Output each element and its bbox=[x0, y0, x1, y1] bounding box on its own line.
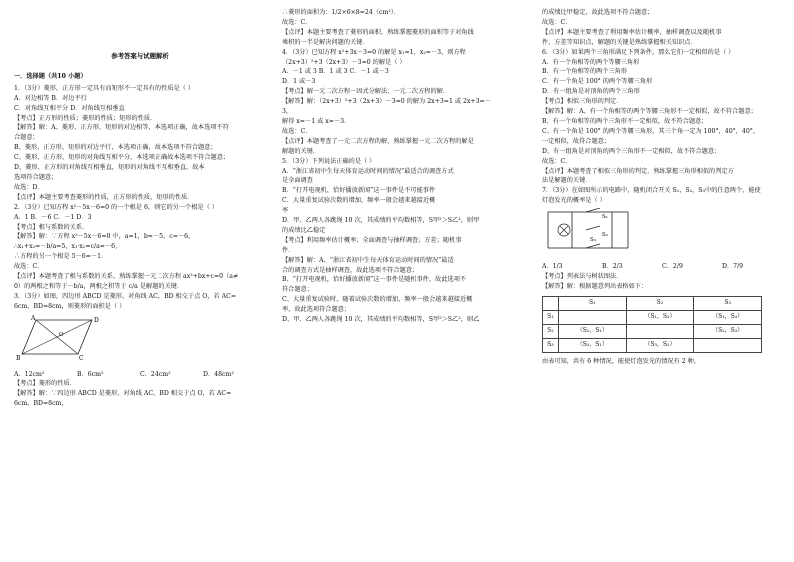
text-line: 5．（3分）下列说法正确的是（ ） bbox=[282, 157, 376, 165]
table-cell: （S₁，S₂） bbox=[626, 310, 694, 324]
table-header-cell: S₂ bbox=[626, 296, 694, 310]
vertex-label-c: C bbox=[79, 354, 84, 362]
doc-title: 参考答案与试题解析 bbox=[111, 52, 169, 60]
text-line: 3， bbox=[282, 108, 293, 116]
text-line: 【解答】解：A、“浙江省初中生每天体育运动时间的情况”最适 bbox=[282, 256, 454, 264]
text-line: 2．（3分）已知方程 x²－5x－6=0 的一个根是 6，则它的另一个根是（ ） bbox=[14, 203, 218, 211]
text-line: 合题意； bbox=[14, 134, 39, 142]
text-line: ∴方程的另一个根是 5－6=－1． bbox=[14, 253, 108, 261]
text-line: B、有一个角相等的两个三角形不一定相似，故不符合题意； bbox=[542, 117, 708, 125]
table-cell: （S₁，S₃） bbox=[694, 310, 762, 324]
text-line: D、甲、乙两人各跳绳 10 次，其成绩的平均数相等，S甲²＞S乙²，则乙 bbox=[282, 316, 480, 324]
q7-options bbox=[542, 262, 782, 272]
text-line: 故选：C． bbox=[282, 18, 312, 26]
text-line: 的成绩比甲稳定，故此选项不符合题意； bbox=[542, 9, 654, 16]
text-line: 4．（3分）已知方程 x²+3x－3=0 的解是 x₁=1，x₂=－3，则方程 bbox=[282, 48, 466, 56]
q7-option-d: D．7/9 bbox=[722, 263, 744, 271]
text-line: 【点评】本题主要考查菱形的性质，正方形的性质，矩形的性质． bbox=[14, 193, 194, 201]
text-line: 7．（3分）在如图所示的电路中，随机闭合开关 S₁，S₂，S₃中的任意两个，能使 bbox=[542, 187, 761, 195]
q3-option-b: B．6cm² bbox=[77, 370, 104, 378]
text-line: 乘积的一半是解决问题的关键． bbox=[282, 38, 369, 46]
switch-label-s2: S₂ bbox=[602, 232, 608, 239]
text-line: 件． bbox=[282, 246, 295, 254]
text-line: 率 bbox=[282, 207, 289, 215]
text-line: 的成绩比乙稳定 bbox=[282, 226, 326, 234]
text-line: 0）的两根之和等于－b/a，两根之积等于 c/a 是解题的关键． bbox=[14, 282, 184, 290]
table-cell: S₁ bbox=[543, 310, 559, 324]
text-line: 故选：D． bbox=[14, 183, 44, 191]
text-line: B、“打开电视机，恰好播放新闻”这一事件是随机事件，故此选项不 bbox=[282, 276, 467, 284]
text-line: B、菱形、正方形、矩形的对边平行，本选项正确，故本选项不符合题意； bbox=[14, 144, 217, 152]
text-line: D．1 或－3 bbox=[282, 78, 316, 86]
rhombus-figure bbox=[14, 314, 104, 362]
text-line: D．甲、乙两人各跳绳 10 次，其成绩的平均数相等，S甲²＞S乙²，则甲 bbox=[282, 217, 480, 225]
text-line: 【点评】本题考查了一元二次方程的解，熟练掌握一元二次方程的解是 bbox=[282, 137, 474, 145]
text-line: 合的调查方式是抽样调查，故此选项不符合题意； bbox=[282, 266, 419, 274]
section-heading: 一．选择题（共10 小题） bbox=[14, 72, 87, 80]
text-line: D、菱形、正方形的对角线互相垂直，矩形的对角线不互相垂直，故本 bbox=[14, 164, 205, 172]
q3-option-c: C．24cm² bbox=[140, 370, 171, 378]
text-line: A．－1 或 3 B．1 或 3 C．－1 或－3 bbox=[282, 68, 389, 76]
text-line: D、有一组角是对顶角的两个三角形不一定相似，故不符合题意； bbox=[542, 147, 721, 155]
text-line: （2x+3）²+3（2x+3）－3=0 的解是（ ） bbox=[282, 58, 406, 66]
text-line: C．大量重复试验次数的增加，频率一般会越来越接近概 bbox=[282, 197, 436, 205]
vertex-label-d: D bbox=[94, 316, 99, 324]
table-row bbox=[543, 338, 762, 352]
middle-column-text bbox=[282, 8, 530, 325]
text-line: 件，方差等知识点，解题的关键是熟练掌握相关知识点． bbox=[542, 38, 697, 46]
right-column bbox=[542, 8, 782, 367]
text-line: 【点评】本题主要考查了菱形的面积，熟练掌握菱形的面积等于对角线 bbox=[282, 28, 474, 36]
text-line: C、有一个角是 100° 的两个等腰三角形，其三个角一定为 100°，40°，40°， bbox=[542, 127, 760, 135]
text-line: 解题的关键． bbox=[282, 147, 320, 155]
text-line: A．“浙江省初中生每天体育运动时间的情况”最适合的调查方式 bbox=[282, 167, 454, 175]
text-line: D．有一组角是对顶角的两个三角形 bbox=[542, 88, 640, 96]
table-cell: （S₃，S₁） bbox=[558, 338, 626, 352]
text-line: 灯泡发光的概率是（ ） bbox=[542, 197, 606, 205]
text-line: 解得 x=－1 或 x=－3． bbox=[282, 117, 351, 125]
text-line: C、大量重复试验时，随着试验次数的增加，频率一般会越来越接近概 bbox=[282, 296, 473, 304]
text-line: 【考点】相似三角形的判定． bbox=[542, 98, 623, 106]
text-line: 故选：C． bbox=[14, 263, 44, 271]
table-row bbox=[543, 324, 762, 338]
q7-option-b: B．2/3 bbox=[602, 263, 623, 271]
text-line: 6cm，BD=8cm， bbox=[14, 400, 68, 408]
right-column-text bbox=[542, 8, 782, 206]
table-cell: （S₂，S₁） bbox=[558, 324, 626, 338]
table-header-cell: S₁ bbox=[558, 296, 626, 310]
text-line: C．有一个角是 100° 的两个等腰三角形 bbox=[542, 78, 653, 86]
text-line: 【解答】解：∵四边形 ABCD 是菱形，对角线 AC，BD 相交于点 O，若 AC= bbox=[14, 390, 232, 398]
table-cell: S₂ bbox=[543, 324, 559, 338]
circuit-figure bbox=[542, 208, 634, 254]
text-line: ∴x₁+x₂=－b/a=5，x₁·x₂=c/a=－6， bbox=[14, 243, 122, 251]
text-line: B．“打开电视机，恰好播放新闻”这一事件是不可能事件 bbox=[282, 187, 436, 195]
text-line: 【考点】列表法与树状图法． bbox=[542, 272, 623, 280]
text-line: 是全面调查 bbox=[282, 177, 313, 185]
q7-option-a: A．1/3 bbox=[542, 263, 563, 271]
table-cell: S₃ bbox=[543, 338, 559, 352]
text-line: 【解答】解：A、菱形、正方形、矩形的对边相等，本选项正确，故本选项不符 bbox=[14, 124, 229, 132]
left-column-text-2 bbox=[14, 379, 266, 409]
text-line: 【考点】根与系数的关系． bbox=[14, 223, 89, 231]
q7-option-c: C．2/9 bbox=[662, 263, 683, 271]
table-cell bbox=[626, 324, 694, 338]
text-line: 【考点】解一元二次方程－因式分解法；一元二次方程的解． bbox=[282, 88, 450, 96]
right-column-text-2 bbox=[542, 272, 782, 292]
text-line: 【考点】菱形的性质． bbox=[14, 380, 76, 388]
text-line: 【点评】本题主要考查了利用频率估计概率，抽样调查以及随机事 bbox=[542, 28, 722, 36]
text-line: 【点评】本题考查了根与系数的关系，熟练掌握一元二次方程 ax²+bx+c=0（a≠ bbox=[14, 273, 239, 281]
q3-option-a: A．12cm² bbox=[14, 370, 45, 378]
text-line: 符合题意； bbox=[282, 286, 313, 294]
text-line: 故选：C． bbox=[542, 18, 572, 26]
text-line: 一定相似，故符合题意； bbox=[542, 137, 611, 145]
text-line: ∴菱形的面积为：1/2×6×8=24（cm²）． bbox=[282, 9, 401, 16]
table-header-row bbox=[543, 296, 762, 310]
text-line: 【解答】解：A、有一个角相等的两个等腰三角形不一定相似，故不符合题意； bbox=[542, 108, 757, 116]
table-header-cell: S₃ bbox=[694, 296, 762, 310]
vertex-label-o: O bbox=[59, 331, 64, 338]
table-header-cell bbox=[543, 296, 559, 310]
text-line: 6cm，BD=8cm，则菱形的面积是（ ） bbox=[14, 302, 126, 310]
text-line: A．对边相等 B．对边平行 bbox=[14, 94, 87, 102]
switch-label-s3: S₃ bbox=[590, 237, 596, 244]
table-cell bbox=[558, 310, 626, 324]
vertex-label-b: B bbox=[16, 354, 21, 362]
text-line: A．有一个角相等的两个等腰三角形 bbox=[542, 58, 640, 66]
left-column bbox=[14, 8, 266, 409]
text-line: 选项符合题意； bbox=[14, 173, 58, 181]
text-line: C、菱形、正方形、矩形的对角线互相平分，本选项正确故本选项不符合题意； bbox=[14, 154, 230, 162]
left-column-text bbox=[14, 84, 266, 312]
text-line: 故选：C． bbox=[542, 157, 572, 165]
text-line: C．对角线互相平分 D．对角线互相垂直 bbox=[14, 104, 125, 112]
table-conclusion: 由表可知，共有 6 种情况，能使灯泡发光的情况有 2 种， bbox=[542, 357, 701, 365]
text-line: 6．（3分）如果两个三角形满足下列条件，那么它们一定相似的是（ ） bbox=[542, 48, 735, 56]
middle-column bbox=[282, 8, 530, 325]
text-line: 故选：C． bbox=[282, 127, 312, 135]
q3-option-d: D．48cm² bbox=[203, 370, 234, 378]
text-line: 3．（3分）如图，四边形 ABCD 是菱形，对角线 AC，BD 相交于点 O，若 AC= bbox=[14, 292, 237, 300]
text-line: 1．（3分）菱形，正方形一定具有而矩形不一定具有的性质是（ ） bbox=[14, 84, 194, 92]
outcome-table bbox=[542, 296, 762, 353]
text-line: 率，故此选项符合题意； bbox=[282, 306, 351, 314]
text-line: 【点评】本题考查了相似三角形的判定，熟练掌握三角形相似的判定方 bbox=[542, 167, 734, 175]
table-row bbox=[543, 310, 762, 324]
table-cell: （S₃，S₂） bbox=[626, 338, 694, 352]
text-line: 【考点】正方形的性质；菱形的性质；矩形的性质． bbox=[14, 114, 157, 122]
text-line: 【解答】解：∵方程 x²－5x－6=0 中，a=1，b=－5，c=－6， bbox=[14, 233, 195, 241]
text-line: B．有一个角相等的两个三角形 bbox=[542, 68, 627, 76]
table-cell: （S₂，S₃） bbox=[694, 324, 762, 338]
switch-label-s1: S₁ bbox=[602, 214, 608, 221]
text-line: A．1 B．－6 C．－1 D．3 bbox=[14, 213, 92, 221]
table-cell bbox=[694, 338, 762, 352]
text-line: 【解答】解：（2x+3）²+3（2x+3）－3=0 的解为 2x+3=1 或 2x+3=－ bbox=[282, 98, 491, 106]
text-line: 【考点】利用频率估计概率；全面调查与抽样调查；方差；随机事 bbox=[282, 236, 462, 244]
text-line: 【解答】解：根据题意列出表格如下： bbox=[542, 282, 648, 290]
vertex-label-a: A bbox=[31, 314, 36, 322]
q3-options bbox=[14, 370, 266, 380]
text-line: 法是解题的关键． bbox=[542, 177, 592, 185]
